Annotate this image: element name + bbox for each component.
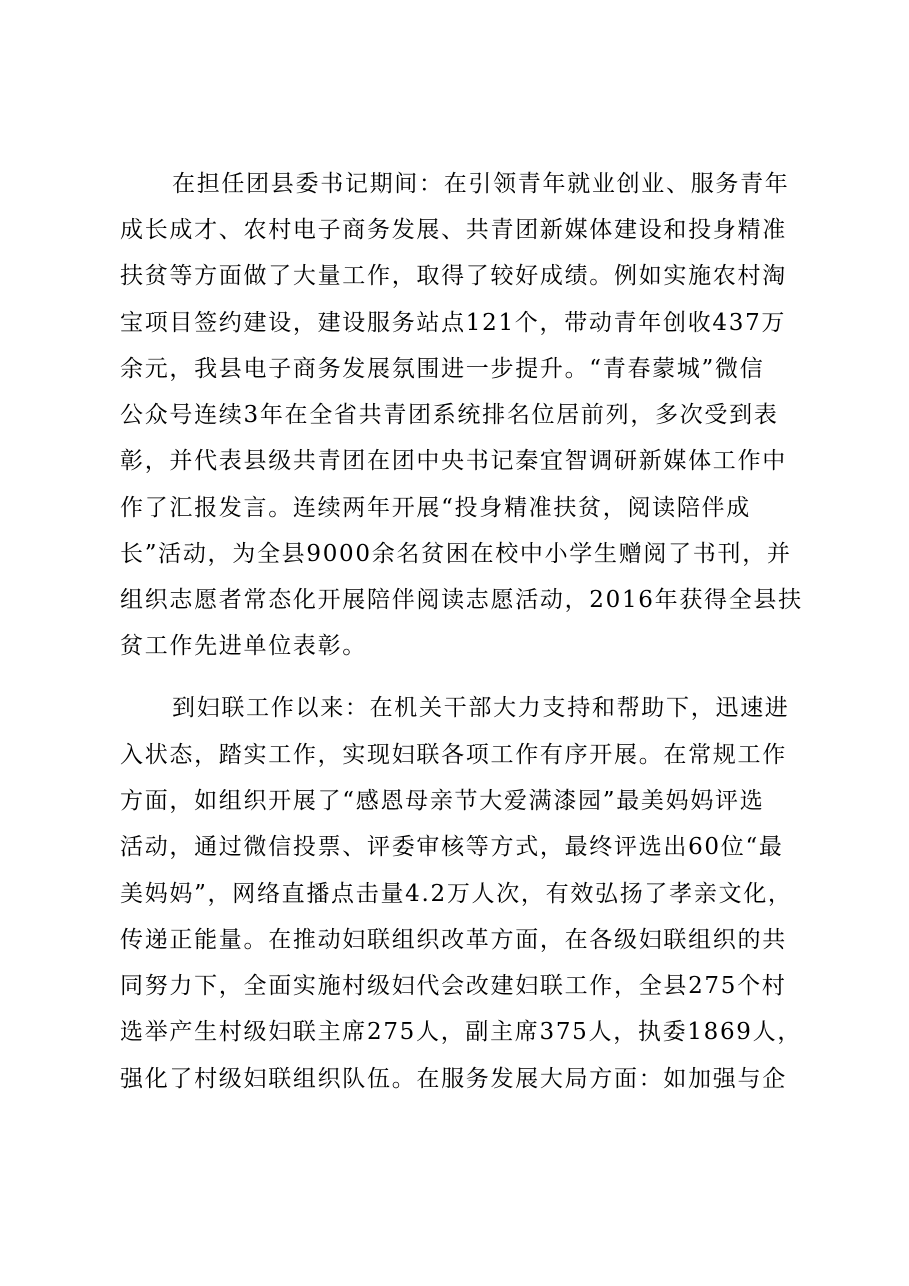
paragraph-1-line-11: 贫工作先进单位表彰。 (120, 633, 367, 659)
paragraph-1-line-9: 长”活动，为全县9000余名贫困在校中小学生赠阅了书刊，并 (120, 541, 792, 567)
paragraph-1-line-8: 作了汇报发言。连续两年开展“投身精准扶贫，阅读陪伴成 (120, 495, 751, 521)
paragraph-1-line-7: 彰，并代表县级共青团在团中央书记秦宜智调研新媒体工作中 (120, 448, 787, 474)
paragraph-1-line-10: 组织志愿者常态化开展陪伴阅读志愿活动，2016年获得全县扶 (120, 587, 803, 613)
paragraph-2-line-4: 活动，通过微信投票、评委审核等方式，最终评选出60位“最 (120, 834, 784, 860)
paragraph-2-line-2: 入状态，踏实工作，实现妇联各项工作有序开展。在常规工作 (120, 742, 787, 768)
paragraph-1-line-3: 扶贫等方面做了大量工作，取得了较好成绩。例如实施农村淘 (120, 263, 787, 289)
paragraph-2-line-3: 方面，如组织开展了“感恩母亲节大爱满漆园”最美妈妈评选 (120, 788, 765, 814)
paragraph-2-line-8: 选举产生村级妇联主席275人，副主席375人，执委1869人， (120, 1019, 803, 1045)
paragraph-1-line-1: 在担任团县委书记期间：在引领青年就业创业、服务青年 (172, 171, 790, 197)
paragraph-1-line-2: 成长成才、农村电子商务发展、共青团新媒体建设和投身精准 (120, 217, 787, 243)
paragraph-1-line-6: 公众号连续3年在全省共青团系统排名位居前列，多次受到表 (120, 402, 779, 428)
paragraph-2-line-9: 强化了村级妇联组织队伍。在服务发展大局方面：如加强与企 (120, 1066, 787, 1092)
paragraph-2-line-7: 同努力下，全面实施村级妇代会改建妇联工作，全县275个村 (120, 973, 787, 999)
paragraph-1-line-4: 宝项目签约建设，建设服务站点121个，带动青年创收437万 (120, 310, 787, 336)
paragraph-1-line-5: 余元，我县电子商务发展氛围进一步提升。“青春蒙城”微信 (120, 356, 765, 382)
paragraph-2-line-6: 传递正能量。在推动妇联组织改革方面，在各级妇联组织的共 (120, 927, 787, 953)
paragraph-2-line-1: 到妇联工作以来：在机关干部大力支持和帮助下，迅速进 (172, 695, 790, 721)
paragraph-2-line-5: 美妈妈”，网络直播点击量4.2万人次，有效弘扬了孝亲文化， (120, 881, 793, 907)
